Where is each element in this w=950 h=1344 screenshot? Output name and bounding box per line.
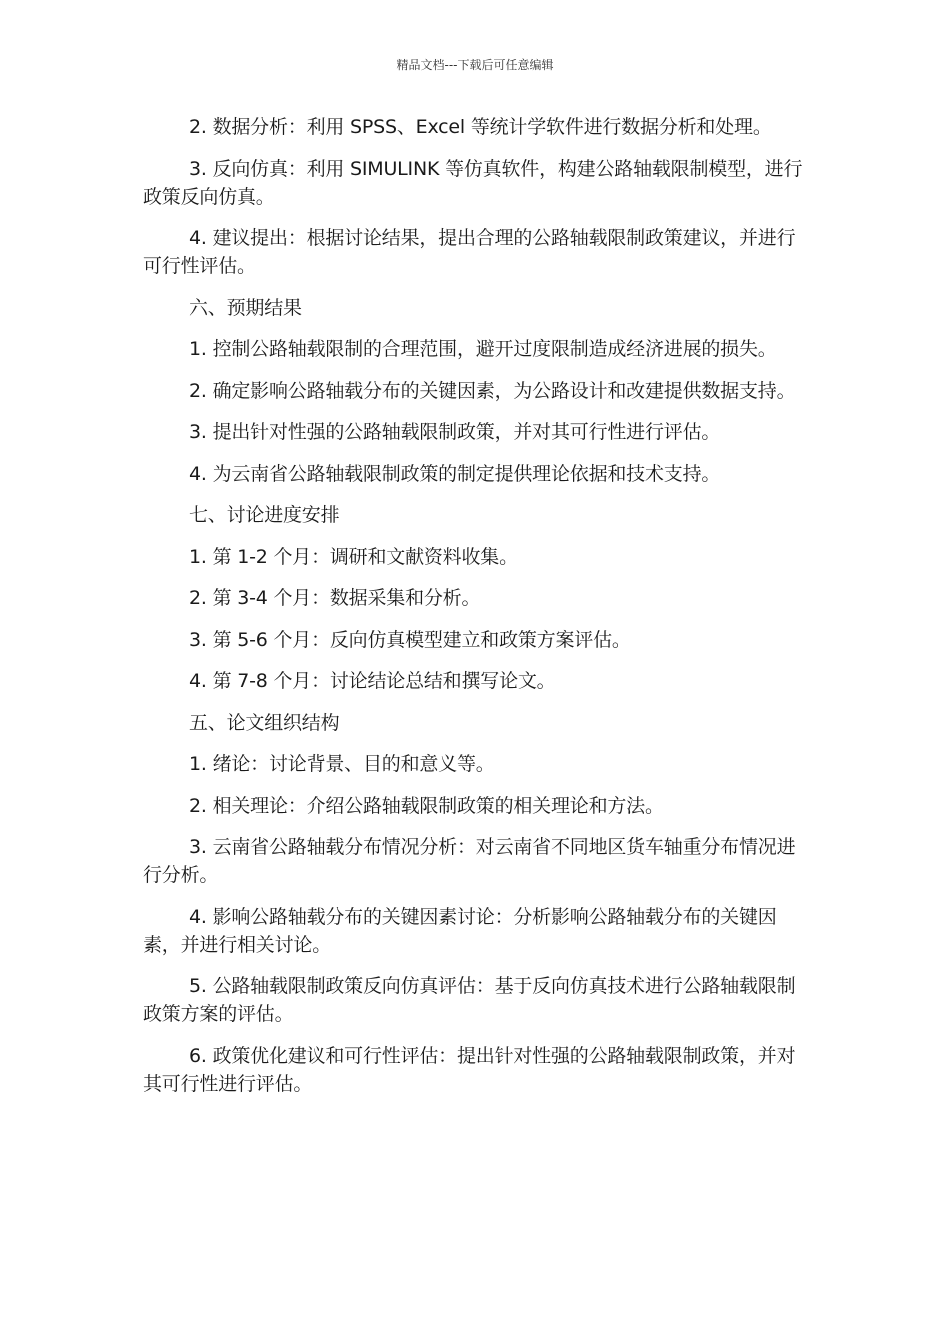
document-body — [143, 113, 808, 1111]
paragraph: 1. 第 1-2 个月：调研和文献资料收集。 — [189, 545, 518, 568]
paragraph: 4. 为云南省公路轴载限制政策的制定提供理论依据和技术支持。 — [189, 462, 721, 485]
paragraph: 1. 控制公路轴载限制的合理范围，避开过度限制造成经济进展的损失。 — [189, 338, 777, 360]
paragraph: 3. 提出针对性强的公路轴载限制政策，并对其可行性进行评估。 — [189, 421, 721, 443]
paragraph: 3. 第 5-6 个月：反向仿真模型建立和政策方案评估。 — [189, 628, 631, 651]
paragraph: 2. 相关理论：介绍公路轴载限制政策的相关理论和方法。 — [189, 794, 664, 817]
paragraph: 3. 反向仿真：利用 SIMULINK 等仿真软件，构建公路轴载限制模型，进行政策反向仿真。 — [143, 157, 803, 208]
paragraph: 4. 第 7-8 个月：讨论结论总结和撰写论文。 — [189, 670, 556, 692]
page-header: 精品文档---下载后可任意编辑 — [396, 58, 554, 72]
paragraph: 3. 云南省公路轴载分布情况分析：对云南省不同地区货车轴重分布情况进行分析。 — [143, 836, 796, 886]
paragraph: 6. 政策优化建议和可行性评估：提出针对性强的公路轴载限制政策，并对其可行性进行评估。 — [143, 1044, 796, 1095]
paragraph: 4. 影响公路轴载分布的关键因素讨论：分析影响公路轴载分布的关键因素，并进行相关讨论。 — [143, 905, 777, 956]
paragraph: 1. 绪论：讨论背景、目的和意义等。 — [189, 753, 495, 775]
paragraph: 2. 数据分析：利用 SPSS、Excel 等统计学软件进行数据分析和处理。 — [189, 116, 772, 138]
section-heading: 五、论文组织结构 — [189, 711, 340, 734]
paragraph: 4. 建议提出：根据讨论结果，提出合理的公路轴载限制政策建议，并进行可行性评估。 — [143, 227, 796, 277]
paragraph: 2. 第 3-4 个月：数据采集和分析。 — [189, 587, 481, 609]
section-heading: 七、讨论进度安排 — [189, 504, 340, 526]
paragraph: 5. 公路轴载限制政策反向仿真评估：基于反向仿真技术进行公路轴载限制政策方案的评估。 — [143, 975, 796, 1025]
paragraph: 2. 确定影响公路轴载分布的关键因素，为公路设计和改建提供数据支持。 — [189, 379, 796, 402]
section-heading: 六、预期结果 — [189, 296, 302, 319]
